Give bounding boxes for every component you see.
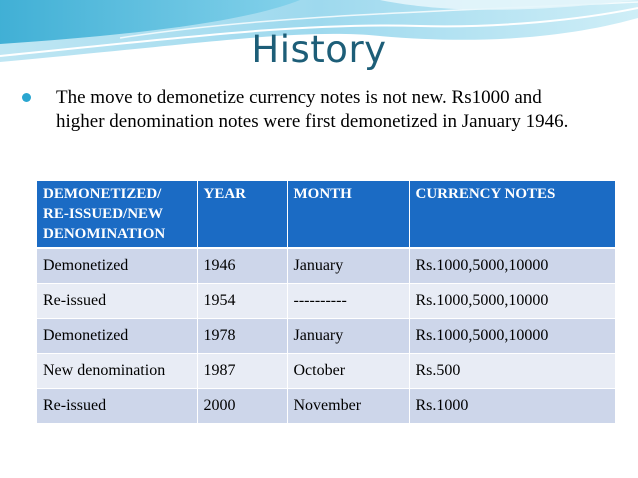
cell-month: October xyxy=(287,353,409,388)
header-currency-notes: CURRENCY NOTES xyxy=(409,181,615,248)
cell-month: January xyxy=(287,248,409,283)
cell-month: ---------- xyxy=(287,283,409,318)
cell-year: 1978 xyxy=(197,318,287,353)
table-row xyxy=(37,318,615,353)
cell-status: Re-issued xyxy=(37,283,197,318)
cell-month: January xyxy=(287,318,409,353)
header-month: MONTH xyxy=(287,181,409,248)
table-header-row xyxy=(37,181,615,248)
table-row xyxy=(37,388,615,423)
cell-notes: Rs.1000,5000,10000 xyxy=(409,318,615,353)
cell-status: Re-issued xyxy=(37,388,197,423)
table-row xyxy=(37,248,615,283)
table-row xyxy=(37,283,615,318)
bullet-item xyxy=(22,86,582,134)
cell-year: 1987 xyxy=(197,353,287,388)
table-row xyxy=(37,353,615,388)
bullet-text: The move to demonetize currency notes is not new. Rs1000 and higher denomination notes were first demonetized in January 1946. xyxy=(56,87,569,132)
cell-notes: Rs.1000,5000,10000 xyxy=(409,283,615,318)
header-status: DEMONETIZED/ RE-ISSUED/NEW DENOMINATION xyxy=(37,181,197,248)
cell-notes: Rs.500 xyxy=(409,353,615,388)
cell-notes: Rs.1000 xyxy=(409,388,615,423)
cell-status: Demonetized xyxy=(37,248,197,283)
cell-year: 1946 xyxy=(197,248,287,283)
cell-status: Demonetized xyxy=(37,318,197,353)
cell-notes: Rs.1000,5000,10000 xyxy=(409,248,615,283)
bullet-dot-icon xyxy=(22,93,31,102)
cell-year: 2000 xyxy=(197,388,287,423)
cell-status: New denomination xyxy=(37,353,197,388)
header-year: YEAR xyxy=(197,181,287,248)
cell-month: November xyxy=(287,388,409,423)
page-title: History xyxy=(251,28,387,71)
history-table xyxy=(37,181,615,424)
cell-year: 1954 xyxy=(197,283,287,318)
